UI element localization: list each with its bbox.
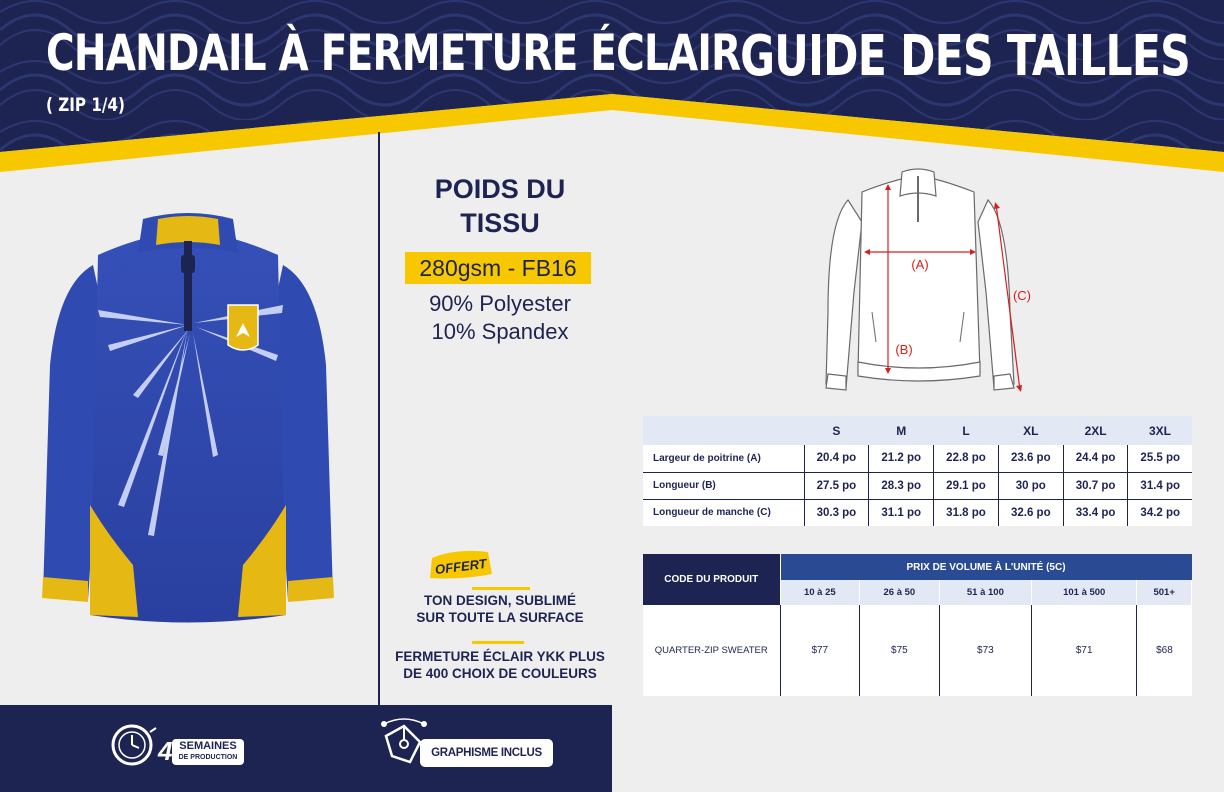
size-table [643,416,1192,526]
table-cell: 21.2 po [869,445,934,472]
size-guide-title: GUIDE DES TAILLES [740,24,1190,89]
row-label-sleeve: Longueur de manche (C) [643,499,804,526]
design-included-badge: GRAPHISME INCLUS [420,739,553,767]
composition-polyester: 90% Polyester [429,291,571,316]
offer-zipper-line-1: FERMETURE ÉCLAIR YKK PLUS [395,649,605,664]
offer-design-line-1: TON DESIGN, SUBLIMÉ [423,593,576,608]
tier-header: 101 à 500 [1032,580,1137,605]
product-name: QUARTER-ZIP SWEATER [643,605,780,696]
size-header-row [643,416,1192,445]
table-cell: 30.3 po [804,499,869,526]
size-header-2xl: 2XL [1063,416,1128,445]
offer-design-text [390,592,610,626]
table-cell: 29.1 po [934,472,999,499]
table-cell: 30 po [998,472,1063,499]
size-header-3xl: 3XL [1128,416,1192,445]
weeks-sublabel: DE PRODUCTION [178,754,238,761]
table-cell: 27.5 po [804,472,869,499]
size-header-blank [643,416,804,445]
fabric-weight-value: 280gsm - FB16 [405,252,591,284]
offer-divider-1 [472,587,530,590]
table-cell: 34.2 po [1128,499,1192,526]
product-title: CHANDAIL À FERMETURE ÉCLAIR [46,24,741,82]
price-cell: $73 [939,605,1031,696]
offer-zipper-text [385,648,615,682]
table-cell: 31.1 po [869,499,934,526]
product-subtitle: ( ZIP 1/4) [46,94,125,116]
offer-design-line-2: SUR TOUTE LA SURFACE [416,610,584,625]
measurement-diagram [818,162,1048,402]
fabric-weight-title: POIDS DU TISSU [434,174,566,238]
table-cell: 24.4 po [1063,445,1128,472]
size-header-s: S [804,416,869,445]
price-cell: $77 [780,605,860,696]
product-code-header: CODE DU PRODUIT [643,554,780,605]
table-cell: 23.6 po [998,445,1063,472]
table-cell: 31.8 po [934,499,999,526]
column-divider [378,132,380,706]
size-header-xl: XL [998,416,1063,445]
offer-divider-2 [472,641,524,644]
label-c: (C) [1012,288,1032,303]
tier-header: 51 à 100 [939,580,1031,605]
weeks-number: 4 [158,736,173,766]
fabric-composition [400,290,600,346]
volume-price-header: PRIX DE VOLUME À L'UNITÉ (5C) [780,554,1192,580]
clock-icon [110,722,160,768]
tier-header: 501+ [1137,580,1192,605]
table-row [643,472,1192,499]
size-header-m: M [869,416,934,445]
offer-badge [426,548,496,584]
size-header-l: L [934,416,999,445]
tier-header: 10 à 25 [780,580,860,605]
composition-spandex: 10% Spandex [431,319,569,344]
weeks-label: SEMAINES [179,740,237,752]
row-label-chest: Largeur de poitrine (A) [643,445,804,472]
jacket-image [38,205,338,635]
offer-zipper-line-2: DE 400 CHOIX DE COULEURS [403,666,597,681]
table-cell: 25.5 po [1128,445,1192,472]
table-row [643,499,1192,526]
offer-badge-text: OFFERT [434,555,488,578]
price-cell: $71 [1032,605,1137,696]
table-cell: 31.4 po [1128,472,1192,499]
price-header-row [643,554,1192,580]
table-row [643,445,1192,472]
price-cell: $75 [860,605,940,696]
table-cell: 33.4 po [1063,499,1128,526]
header-banner [0,0,1224,175]
table-row [643,605,1192,696]
tier-header: 26 à 50 [860,580,940,605]
table-cell: 32.6 po [998,499,1063,526]
table-cell: 30.7 po [1063,472,1128,499]
label-a: (A) [911,257,929,272]
price-table [643,554,1192,696]
label-b: (B) [895,342,913,357]
table-cell: 22.8 po [934,445,999,472]
price-cell: $68 [1137,605,1192,696]
row-label-length: Longueur (B) [643,472,804,499]
table-cell: 20.4 po [804,445,869,472]
table-cell: 28.3 po [869,472,934,499]
